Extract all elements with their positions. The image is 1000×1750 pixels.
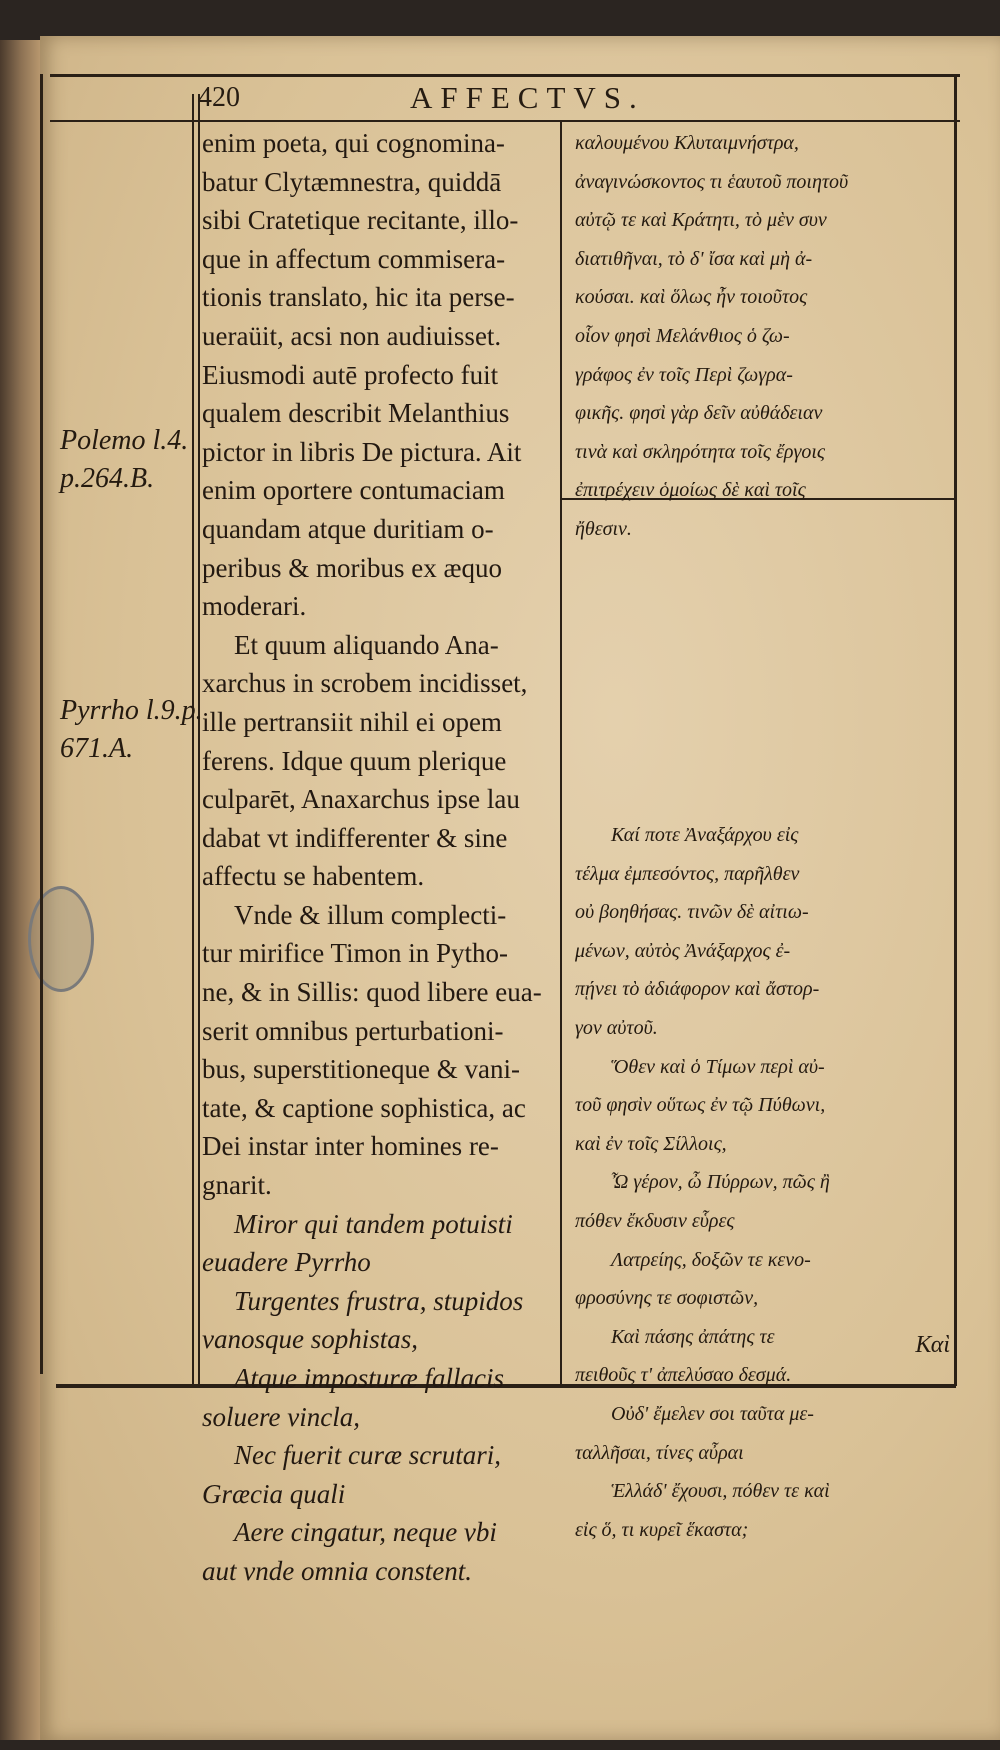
latin-line: Et quum aliquando Ana- xyxy=(234,629,499,660)
greek-verse-line: Οὐδ' ἔμελεν σοι ταῦτα με- xyxy=(611,1402,814,1425)
verse-line: Nec fuerit curæ scrutari, xyxy=(234,1440,501,1471)
latin-line: sibi Cratetique recitante, illo- xyxy=(202,205,519,236)
verse-line: Turgentes frustra, stupidos xyxy=(234,1285,524,1316)
latin-line: moderari. xyxy=(202,591,307,622)
greek-line: ἤθεσιν. xyxy=(575,517,632,540)
greek-verse-line: Ὦ γέρον, ὦ Πύρρων, πῶς ἢ xyxy=(611,1171,830,1194)
greek-line: καὶ ἐν τοῖς Σίλλοις, xyxy=(575,1132,727,1155)
greek-line: οἷον φησὶ Μελάνθιος ὁ ζω- xyxy=(575,324,790,347)
verse-line: vanosque sophistas, xyxy=(202,1324,418,1355)
greek-verse-line: πειθοῦς τ' ἀπελύσαο δεσμά. xyxy=(575,1364,792,1387)
greek-line: ἀναγινώσκοντος τι ἑαυτοῦ ποιητοῦ xyxy=(575,170,849,193)
latin-line: qualem describit Melanthius xyxy=(202,398,510,429)
latin-line: que in affectum commisera- xyxy=(202,243,506,274)
latin-line: tur mirifice Timon in Pytho- xyxy=(202,938,509,969)
verse-line: Miror qui tandem potuisti xyxy=(234,1208,513,1239)
latin-line: Eiusmodi autē profecto fuit xyxy=(202,359,499,390)
greek-verse-line: ταλλῆσαι, τίνες αὖραι xyxy=(575,1441,744,1464)
latin-line: enim oportere contumaciam xyxy=(202,475,505,506)
book-page xyxy=(40,36,1000,1740)
latin-line: dabat vt indifferenter & sine xyxy=(202,822,508,853)
margin-note-line: Pyrrho l.9.p. xyxy=(60,695,203,726)
latin-line: ueraüit, acsi non audiuisset. xyxy=(202,320,502,351)
latin-line: bus, superstitioneque & vani- xyxy=(202,1054,520,1085)
latin-line: ne, & in Sillis: quod libere eua- xyxy=(202,977,542,1008)
latin-line: pictor in libris De pictura. Ait xyxy=(202,436,522,467)
column-divider xyxy=(560,120,562,1384)
greek-line: οὐ βοηθήσας. τινῶν δὲ αἰτιω- xyxy=(575,901,809,924)
latin-line: quandam atque duritiam o- xyxy=(202,513,494,544)
right-border xyxy=(954,74,957,1386)
greek-line: τινὰ καὶ σκληρότητα τοῖς ἔργοις xyxy=(575,440,825,463)
latin-column xyxy=(202,124,557,1591)
latin-line: Dei instar inter homines re- xyxy=(202,1131,499,1162)
greek-line: ἐπιτρέχειν ὁμοίως δὲ καὶ τοῖς xyxy=(575,479,806,502)
latin-line: serit omnibus perturbationi- xyxy=(202,1015,504,1046)
verse-line: Atque imposturæ fallacis xyxy=(234,1363,504,1393)
latin-line: affectu se habentem. xyxy=(202,861,425,892)
greek-line: πῄνει τὸ ἀδιάφορον καὶ ἄστορ- xyxy=(575,978,820,1001)
latin-line: tate, & captione sophistica, ac xyxy=(202,1092,526,1123)
latin-line: xarchus in scrobem incidisset, xyxy=(202,668,528,699)
greek-block-melanthius xyxy=(575,124,935,549)
margin-note-line: Polemo l.4. xyxy=(60,425,189,456)
greek-line: φικῆς. φησὶ γὰρ δεῖν αὐθάδειαν xyxy=(575,402,823,425)
margin-note-line: 671.A. xyxy=(60,733,134,764)
greek-line: τοῦ φησὶν οὕτως ἐν τῷ Πύθωνι, xyxy=(575,1094,826,1117)
greek-line: κούσαι. καὶ ὅλως ἦν τοιοῦτος xyxy=(575,286,808,309)
verse-line: Aere cingatur, neque vbi xyxy=(234,1517,497,1548)
greek-line: αὐτῷ τε καὶ Κράτητι, τὸ μὲν συν xyxy=(575,209,827,232)
greek-verse-line: Λατρείης, δοξῶν τε κενο- xyxy=(611,1248,811,1271)
greek-verse-line: πόθεν ἔκδυσιν εὗρες xyxy=(575,1209,735,1232)
latin-line: enim poeta, qui cognomina- xyxy=(202,128,505,158)
greek-block-anaxarchus xyxy=(575,816,935,1549)
latin-line: culparēt, Anaxarchus ipse lau xyxy=(202,784,520,815)
latin-line: gnarit. xyxy=(202,1170,272,1201)
greek-line: καλουμένου Κλυταιμνήστρα, xyxy=(575,132,799,154)
margin-note-line: p.264.B. xyxy=(60,463,155,494)
head-rule xyxy=(50,120,960,122)
latin-line: peribus & moribus ex æquo xyxy=(202,552,502,583)
greek-line: διατιθῆναι, τὸ δ' ἴσα καὶ μὴ ἀ- xyxy=(575,247,813,270)
latin-line: batur Clytæmnestra, quiddā xyxy=(202,166,502,197)
greek-line: γράφος ἐν τοῖς Περὶ ζωγρα- xyxy=(575,363,793,386)
verse-line: euadere Pyrrho xyxy=(202,1247,371,1278)
left-border xyxy=(40,74,43,1374)
verse-line: aut vnde omnia constent. xyxy=(202,1555,472,1586)
verse-line: Græcia quali xyxy=(202,1478,346,1509)
margin-note-pyrrho xyxy=(60,692,203,768)
greek-verse-line: Καὶ πάσης ἀπάτης τε xyxy=(611,1325,775,1348)
greek-verse-line: εἰς ὅ, τι κυρεῖ ἕκαστα; xyxy=(575,1518,749,1541)
latin-line: ferens. Idque quum plerique xyxy=(202,745,507,776)
top-rule xyxy=(50,74,960,77)
catchword: Καὶ xyxy=(915,1332,950,1358)
page-number: 420 xyxy=(198,82,240,113)
greek-line: Ὅθεν καὶ ὁ Τίμων περὶ αὐ- xyxy=(611,1055,825,1078)
greek-verse-line: φροσύνης τε σοφιστῶν, xyxy=(575,1287,759,1310)
latin-line: ille pertransiit nihil ei opem xyxy=(202,706,502,737)
greek-line: μένων, αὐτὸς Ἀνάξαρχος ἐ- xyxy=(575,939,791,962)
greek-line: Καί ποτε Ἀναξάρχου εἰς xyxy=(611,824,799,846)
latin-line: Vnde & illum complecti- xyxy=(234,899,507,930)
greek-line: γον αὐτοῦ. xyxy=(575,1016,658,1039)
running-head-title: AFFECTVS. xyxy=(410,80,645,115)
page-hole xyxy=(28,886,94,992)
greek-line: τέλμα ἐμπεσόντος, παρῆλθεν xyxy=(575,862,800,885)
verse-line: soluere vincla, xyxy=(202,1401,360,1432)
margin-note-polemo xyxy=(60,422,188,498)
latin-line: tionis translato, hic ita perse- xyxy=(202,282,515,313)
greek-verse-line: Ἑλλάδ' ἔχουσι, πόθεν τε καὶ xyxy=(611,1480,830,1503)
